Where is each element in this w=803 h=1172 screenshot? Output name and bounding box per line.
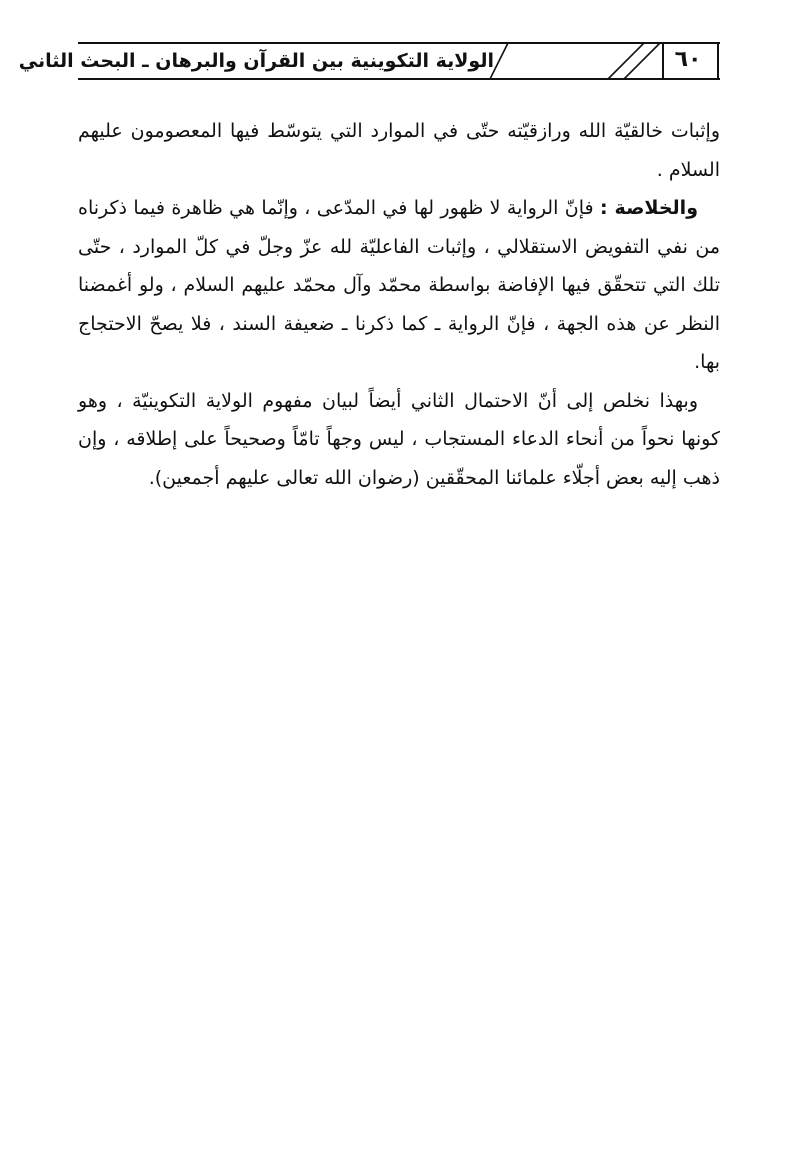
paragraph-1: وإثبات خالقيّة الله ورازقيّته حتّى في الموارد التي يتوسّط فيها المعصومون عليهم السلام . [78, 120, 720, 181]
page-header [18, 42, 720, 78]
summary-term: والخلاصة : [599, 197, 699, 219]
page-number: ٦٠ [674, 47, 702, 72]
paragraph-3: وبهذا نخلص إلى أنّ الاحتمال الثاني أيضاً لبيان مفهوم الولاية التكوينيّة ، وهو كونها نحواً من أنحاء الدعاء المستجاب ، ليس وجهاً تامّاً وصحيحاً على إطلاقه ، وإن ذهب إليه بعض أجلّاء علمائنا المحقّقين (رضوان الله تعالى عليهم أجمعين). [78, 389, 720, 489]
paragraph-2-text: فإنّ الرواية لا ظهور لها في المدّعى ، وإنّما هي ظاهرة فيما ذكرناه من نفي التفويض الاستقلالي ، وإثبات الفاعليّة لله عزّ وجلّ في كلّ الموارد ، حتّى تلك التي تتحقّق فيها الإفاضة بواسطة محمّد وآل محمّد عليهم السلام ، ولو أغمضنا النظر عن هذه الجهة ، فإنّ الرواية ـ كما ذكرنا ـ ضعيفة السند ، فلا يصحّ الاحتجاج بها. [78, 197, 720, 373]
page-body [78, 112, 720, 497]
running-title: الولاية التكوينية بين القرآن والبرهان ـ البحث الثاني [18, 50, 494, 72]
paragraph-2 [78, 189, 720, 382]
